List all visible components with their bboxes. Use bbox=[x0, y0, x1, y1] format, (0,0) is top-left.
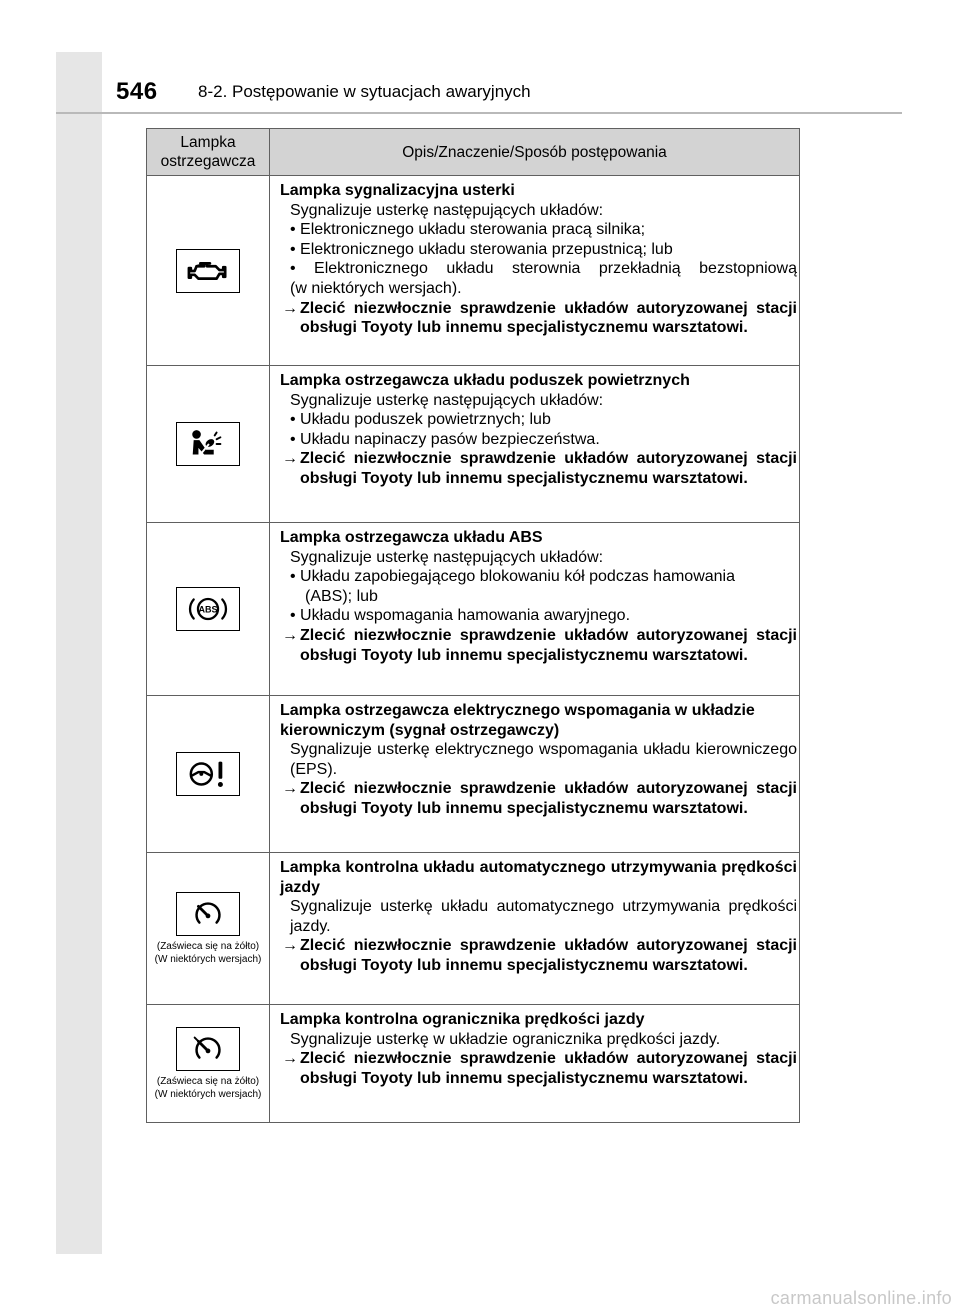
description-cell bbox=[270, 696, 800, 853]
speed-limiter-icon bbox=[176, 1027, 240, 1071]
arrow-icon: → bbox=[282, 780, 298, 798]
row-intro: Sygnalizuje usterkę układu automatycznego utrzymywania prędkości jazdy. bbox=[290, 898, 797, 935]
arrow-icon: → bbox=[282, 450, 298, 468]
list-item: • Układu wspomagania hamowania awaryjnego. bbox=[290, 607, 631, 625]
list-item: • Układu zapobiegającego blokowaniu kół podczas hamowania bbox=[290, 568, 735, 586]
icon-cell bbox=[147, 366, 270, 523]
arrow-icon: → bbox=[282, 937, 298, 955]
column-header-description: Opis/Znaczenie/Sposób postępowania bbox=[270, 129, 800, 176]
icon-note: (Zaświeca się na żółto) (W niektórych wersjach) bbox=[154, 1075, 262, 1100]
table-header-row bbox=[147, 129, 800, 176]
table-row bbox=[147, 696, 800, 853]
row-intro: Sygnalizuje usterkę w układzie ogranicznika prędkości jazdy. bbox=[290, 1030, 721, 1048]
icon-note: (Zaświeca się na żółto) (W niektórych wersjach) bbox=[154, 940, 262, 965]
eps-steering-warning-icon bbox=[176, 752, 240, 796]
description-cell bbox=[270, 366, 800, 523]
table-row bbox=[147, 853, 800, 1005]
list-item: • Układu napinaczy pasów bezpieczeństwa. bbox=[290, 430, 600, 448]
check-engine-icon bbox=[176, 249, 240, 293]
table-row bbox=[147, 176, 800, 366]
list-item: • Elektronicznego układu sterownia przekładnią bezstopniową bbox=[290, 260, 797, 278]
arrow-icon: → bbox=[282, 299, 298, 317]
column-header-icon: Lampka ostrzegawcza bbox=[147, 129, 270, 176]
side-tab-band bbox=[56, 52, 102, 1254]
row-intro: Sygnalizuje usterkę elektrycznego wspomagania układu kierowniczego (EPS). bbox=[290, 741, 797, 778]
list-item: • Elektronicznego układu sterowania pracą silnika; bbox=[290, 221, 646, 239]
watermark: carmanualsonline.info bbox=[770, 1288, 952, 1308]
airbag-icon bbox=[176, 422, 240, 466]
description-cell bbox=[270, 1005, 800, 1123]
icon-cell bbox=[147, 853, 270, 1005]
row-title: Lampka kontrolna ogranicznika prędkości jazdy bbox=[280, 1011, 645, 1028]
page-header bbox=[56, 52, 902, 114]
icon-cell bbox=[147, 696, 270, 853]
table-row bbox=[147, 523, 800, 696]
row-action: → Zlecić niezwłocznie sprawdzenie układów autoryzowanej stacji obsługi Toyoty lub innemu specjalistycznemu warsztatowi. bbox=[282, 626, 797, 664]
row-intro: Sygnalizuje usterkę następujących układów: bbox=[290, 201, 604, 219]
page-number: 546 bbox=[116, 78, 158, 105]
description-cell bbox=[270, 523, 800, 696]
row-action: → Zlecić niezwłocznie sprawdzenie układów autoryzowanej stacji obsługi Toyoty lub innemu specjalistycznemu warsztatowi. bbox=[282, 299, 797, 337]
icon-cell bbox=[147, 1005, 270, 1123]
row-title: Lampka ostrzegawcza układu ABS bbox=[280, 529, 543, 546]
section-title: 8-2. Postępowanie w sytuacjach awaryjnych bbox=[198, 82, 531, 101]
row-extra: (w niektórych wersjach). bbox=[290, 279, 462, 297]
row-action: → Zlecić niezwłocznie sprawdzenie układów autoryzowanej stacji obsługi Toyoty lub innemu specjalistycznemu warsztatowi. bbox=[282, 937, 797, 974]
warning-lights-table bbox=[146, 128, 800, 1123]
row-title: Lampka ostrzegawcza elektrycznego wspomagania w układzie kierowniczym (sygnał ostrzegawczy) bbox=[280, 702, 755, 739]
cruise-control-icon bbox=[176, 892, 240, 936]
row-action: → Zlecić niezwłocznie sprawdzenie układów autoryzowanej stacji obsługi Toyoty lub innemu specjalistycznemu warsztatowi. bbox=[282, 1050, 797, 1087]
arrow-icon: → bbox=[282, 1050, 298, 1068]
icon-cell bbox=[147, 523, 270, 696]
row-intro: Sygnalizuje usterkę następujących układów: bbox=[290, 391, 604, 409]
list-item: • Elektronicznego układu sterowania przepustnicą; lub bbox=[290, 240, 673, 258]
icon-cell bbox=[147, 176, 270, 366]
row-title: Lampka sygnalizacyjna usterki bbox=[280, 182, 515, 199]
table-row bbox=[147, 1005, 800, 1123]
row-action: → Zlecić niezwłocznie sprawdzenie układów autoryzowanej stacji obsługi Toyoty lub innemu specjalistycznemu warsztatowi. bbox=[282, 780, 797, 817]
abs-icon bbox=[176, 587, 240, 631]
list-item-continued: (ABS); lub bbox=[305, 587, 378, 605]
row-title: Lampka ostrzegawcza układu poduszek powietrznych bbox=[280, 372, 690, 389]
description-cell bbox=[270, 176, 800, 366]
table-row bbox=[147, 366, 800, 523]
arrow-icon: → bbox=[282, 626, 298, 644]
row-action: → Zlecić niezwłocznie sprawdzenie układów autoryzowanej stacji obsługi Toyoty lub innemu specjalistycznemu warsztatowi. bbox=[282, 450, 797, 487]
abs-icon-label: ABS bbox=[198, 604, 218, 615]
list-item: • Układu poduszek powietrznych; lub bbox=[290, 411, 551, 429]
description-cell bbox=[270, 853, 800, 1005]
row-title: Lampka kontrolna układu automatycznego utrzymywania prędkości jazdy bbox=[280, 859, 797, 896]
row-intro: Sygnalizuje usterkę następujących układów: bbox=[290, 548, 604, 566]
